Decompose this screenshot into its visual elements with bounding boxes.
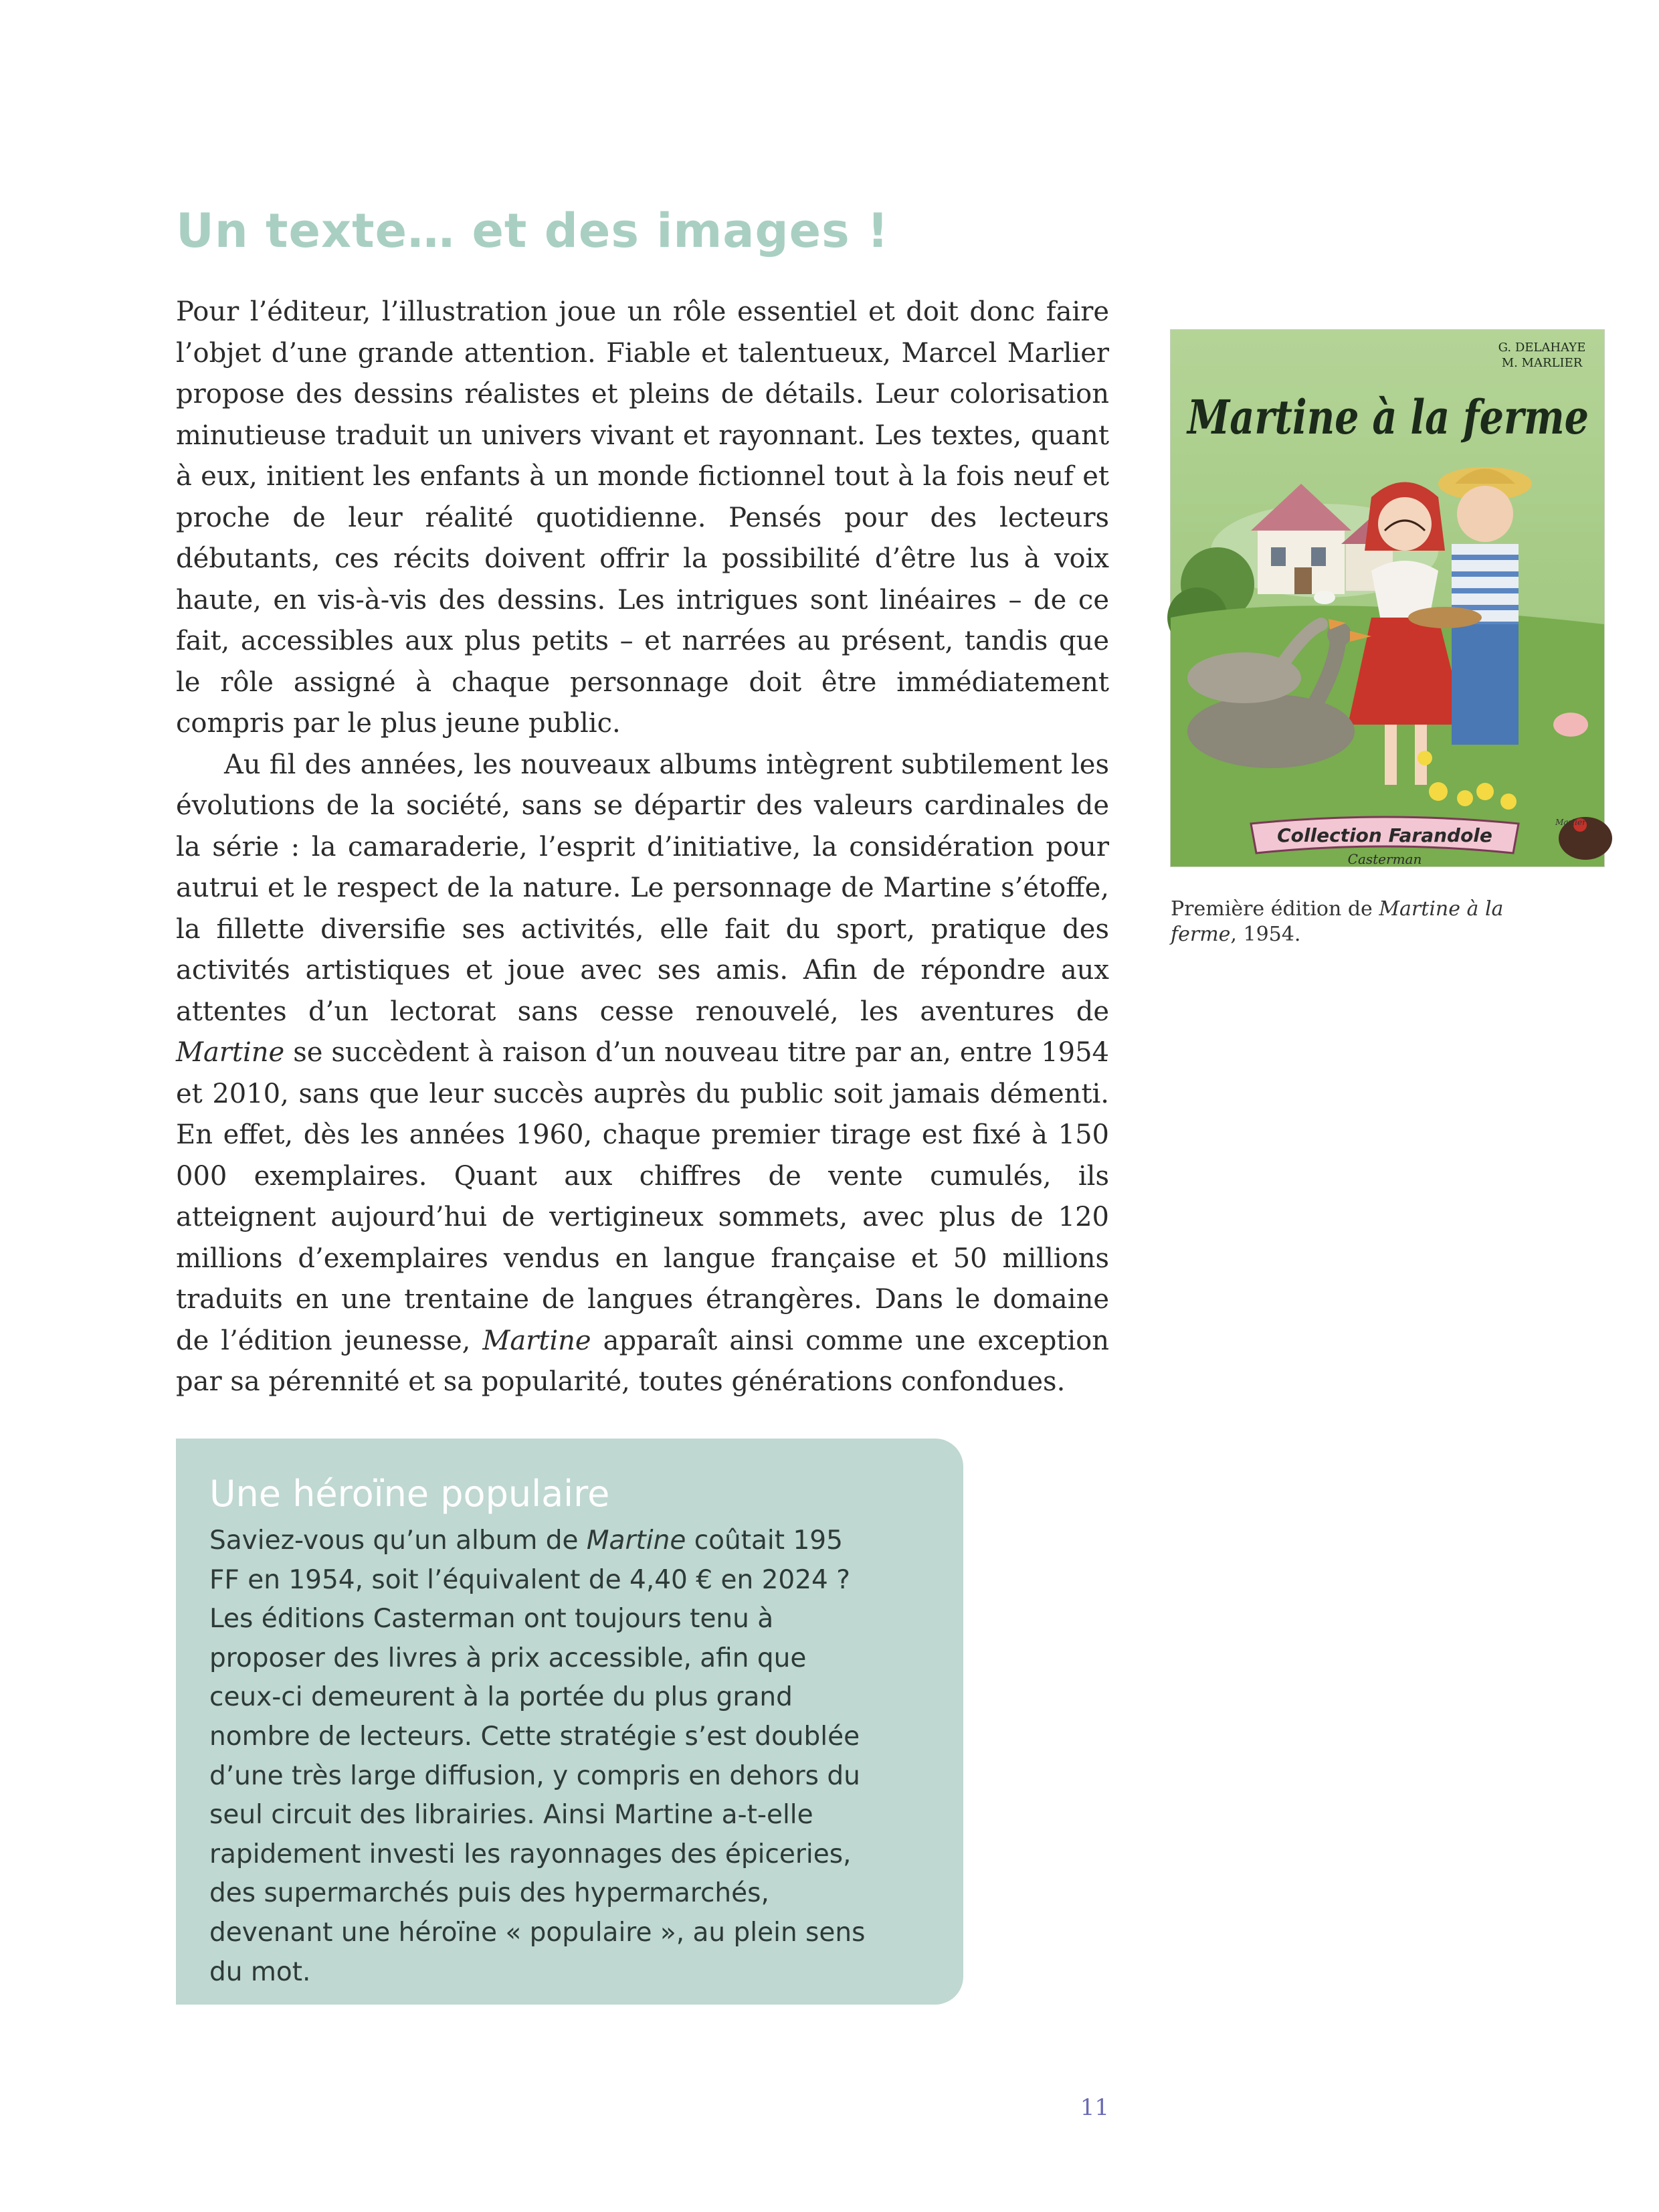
image-caption	[1171, 897, 1519, 947]
paragraph	[176, 745, 1109, 1403]
book-title-italic: Martine	[176, 1037, 285, 1068]
text-run: coûtait 195 FF en 1954, soit l’équivalent de 4,40 € en 2024 ? Les éditions Casterman ont toujours tenu à proposer des livres à prix accessible, afin que ceux-ci demeurent à la portée du plus grand nombre de lecteurs. Cette stratégie s’est doublée d’une très large diffusion, y compris en dehors du seul circuit des librairies. Ainsi Martine a-t-elle rapidement investi les rayonnages des épiceries, des supermarchés puis des hypermarchés, devenant une héroïne « populaire », au plein sens du mot.	[209, 1526, 866, 1987]
text-run: Au fil des années, les nouveaux albums intègrent subtilement les évolutions de la société, sans se départir des valeurs cardinales de la série : la camaraderie, l’esprit d’initiative, la considération pour autrui et le respect de la nature. Le personnage de Martine s’étoffe, la fillette diversifie ses activités, elle fait du sport, pratique des activités artistiques et joue avec ses amis. Afin de répondre aux attentes d’un lectorat sans cesse renouvelé, les aventures de	[176, 749, 1109, 1027]
cover-authors-line1: G. DELAHAYE	[1498, 341, 1586, 355]
cover-authors-line2: M. MARLIER	[1501, 356, 1583, 370]
cover-publisher: Casterman	[1347, 851, 1422, 867]
caption-book-title: Martine à la ferme	[1171, 897, 1504, 946]
cover-signature: Marlier	[1555, 818, 1586, 827]
cover-collection: Collection Farandole	[1277, 824, 1492, 846]
text-run: apparaît ainsi comme une exception par sa pérennité et sa popularité, toutes générations confondues.	[176, 1325, 1110, 1397]
cover-title: Martine à la ferme	[1186, 389, 1589, 445]
book-cover-image	[1171, 330, 1604, 866]
text-run: se succèdent à raison d’un nouveau titre par an, entre 1954 et 2010, sans que leur succès auprès du public soit jamais démenti. En effet, dès les années 1960, chaque premier tirage est fixé à 150 000 exemplaires. Quant aux chiffres de vente cumulés, ils atteignent aujourd’hui de vertigineux sommets, avec plus de 120 millions d’exemplaires vendus en langue française et 50 millions traduits en une trentaine de langues étrangères. Dans le domaine de l’édition jeunesse,	[176, 1037, 1109, 1356]
box-title: Une héroïne populaire	[209, 1473, 610, 1515]
caption-text: Première édition de	[1171, 897, 1379, 921]
box-text	[209, 1522, 878, 1992]
section-heading: Un texte… et des images !	[176, 203, 890, 258]
main-text	[176, 292, 1109, 1403]
sidebar-box	[176, 1439, 963, 2005]
book-title-italic: Martine	[586, 1526, 686, 1556]
caption-text: , 1954.	[1230, 923, 1301, 946]
page-number: 11	[1080, 2094, 1109, 2121]
text-run: Saviez-vous qu’un album de	[209, 1526, 587, 1556]
paragraph: Pour l’éditeur, l’illustration joue un rôle essentiel et doit donc faire l’objet d’une grande attention. Fiable et talentueux, Marcel Marlier propose des dessins réalistes et pleins de détails. Leur colorisation minutieuse traduit un univers vivant et rayonnant. Les textes, quant à eux, initient les enfants à un monde fictionnel tout à la fois neuf et proche de leur réalité quotidienne. Pensés pour des lecteurs débutants, ces récits doivent offrir la possibilité d’être lus à voix haute, en vis-à-vis des dessins. Les intrigues sont linéaires – de ce fait, accessibles aux plus petits – et narrées au présent, tandis que le rôle assigné à chaque personnage doit être immédiatement compris par le plus jeune public.	[176, 296, 1109, 739]
book-title-italic: Martine	[482, 1325, 591, 1356]
